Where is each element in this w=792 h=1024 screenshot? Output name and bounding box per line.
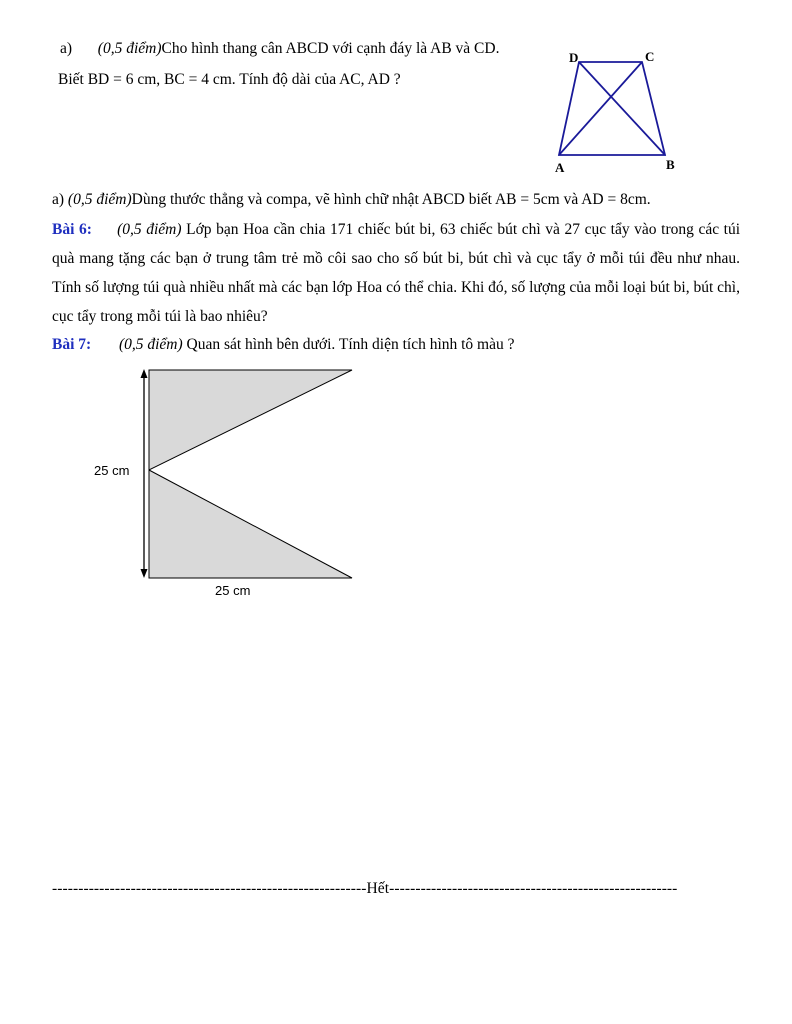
q5a-text-line1: Cho hình thang cân ABCD với cạnh đáy là AB và CD. — [161, 40, 500, 57]
arrowhead-up-icon — [141, 369, 148, 378]
bai7-text: Quan sát hình bên dưới. Tính diện tích hình tô màu ? — [186, 336, 515, 353]
bai7-title: Bài 7: — [52, 336, 92, 353]
q5b-score: (0,5 điểm) — [67, 191, 132, 208]
end-word: Hết — [366, 880, 390, 897]
width-label: 25 cm — [215, 583, 251, 598]
q5b-line — [52, 191, 651, 209]
vertex-d-label: D — [569, 50, 579, 65]
height-label: 25 cm — [94, 463, 130, 478]
shaded-triangle-top — [149, 370, 352, 470]
q5a-marker: a) — [60, 40, 73, 57]
bai6-paragraph — [52, 215, 740, 331]
end-dashes-left: ------------------------------------------------------------ — [52, 880, 367, 897]
vertex-b-label: B — [666, 157, 675, 172]
bai7-line — [52, 336, 515, 354]
trapezoid-outline — [559, 62, 665, 155]
diagonal-ac — [559, 62, 642, 155]
bai6-text: Lớp bạn Hoa cần chia 171 chiếc bút bi, 63 chiếc bút chì và 27 cục tẩy vào trong các túi quà mang tặng các bạn ở trung tâm trẻ mồ côi sao cho số bút bi, bút chì và cục tẩy ở mỗi túi đều như nhau. Tính số lượng túi quà nhiều nhất mà các bạn lớp Hoa có thể chia. Khi đó, số lượng của mỗi loại bút bi, bút chì, cục tẩy trong mỗi túi là bao nhiêu? — [52, 221, 741, 325]
trapezoid-figure — [545, 42, 695, 177]
end-dashes-right: ------------------------------------------------------- — [389, 880, 678, 897]
q5b-text: Dùng thước thẳng và compa, vẽ hình chữ nhật ABCD biết AB = 5cm và AD = 8cm. — [131, 191, 651, 208]
shaded-area-figure — [80, 362, 370, 612]
bai7-score: (0,5 điểm) — [118, 336, 183, 353]
bai6-score: (0,5 điểm) — [117, 221, 182, 238]
end-line — [52, 880, 677, 898]
q5b-marker: a) — [52, 191, 65, 208]
q5a-line1 — [60, 40, 499, 58]
q5a-score: (0,5 điểm) — [97, 40, 162, 57]
diagonal-bd — [579, 62, 665, 155]
vertex-c-label: C — [645, 49, 655, 64]
q5a-text-line2: Biết BD = 6 cm, BC = 4 cm. Tính độ dài của AC, AD ? — [58, 71, 401, 88]
bai6-title: Bài 6: — [52, 221, 92, 238]
vertex-a-label: A — [555, 160, 565, 175]
shaded-triangle-bottom — [149, 470, 352, 578]
arrowhead-down-icon — [141, 569, 148, 578]
